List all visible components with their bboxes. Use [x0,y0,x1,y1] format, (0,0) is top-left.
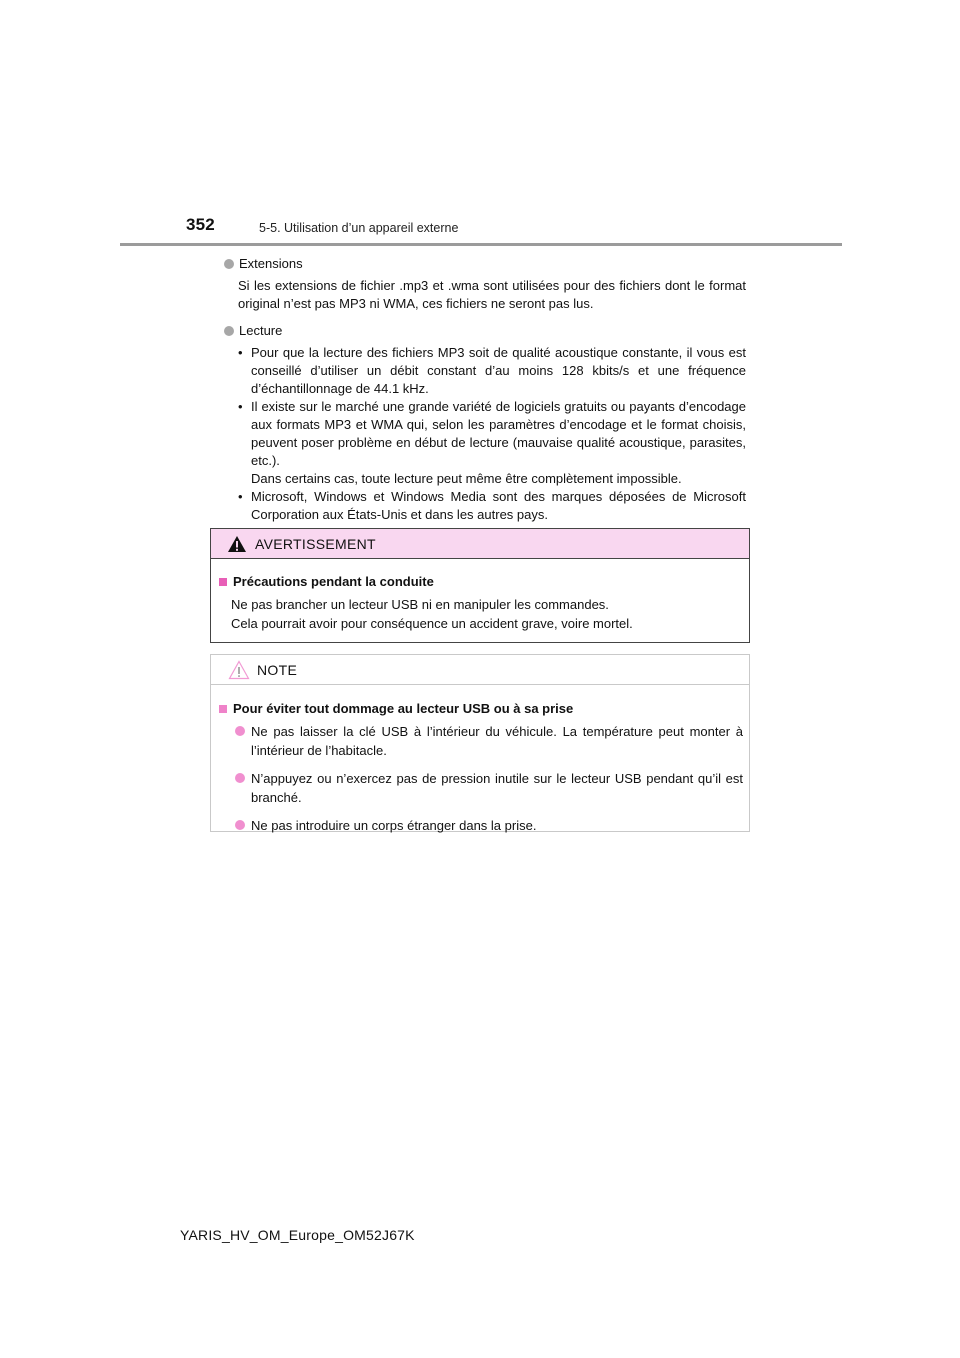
square-bullet-icon [219,705,227,713]
list-item: • Il existe sur le marché une grande variété de logiciels gratuits ou payants d’encodage aux formats MP3 et WMA qui, selon les paramètres d’encodage et le format choisis, peuvent poser problème en début de lecture (mauvaise qualité acoustique, parasites, etc.). Dans certains cas, toute lecture peut même être complètement impossible. [238,399,746,486]
note-section-title: Pour éviter tout dommage au lecteur USB ou à sa prise [219,699,743,718]
note-item: Ne pas introduire un corps étranger dans la prise. [219,816,743,835]
lecture-list [238,344,746,524]
list-item: • Microsoft, Windows et Windows Media sont des marques déposées de Microsoft Corporation aux États-Unis et dans les autres pays. [238,489,746,522]
bullet-dot-icon [224,259,234,269]
warning-box [210,528,750,643]
warning-section-title: Précautions pendant la conduite [219,572,749,591]
bullet-dot-icon [235,820,245,830]
page-number: 352 [186,215,215,234]
main-content [224,255,746,524]
bullet-dot-icon [235,773,245,783]
note-item: Ne pas laisser la clé USB à l’intérieur du véhicule. La température peut monter à l’intérieur de l’habitacle. [219,722,743,760]
header-divider [120,243,842,246]
page-header [0,0,960,250]
bullet-dot-icon [235,726,245,736]
warning-heading: AVERTISSEMENT [255,535,376,552]
list-item: • Pour que la lecture des fichiers MP3 soit de qualité acoustique constante, il vous est conseillé d’utiliser un débit constant d’au moins 128 kbits/s et une fréquence d’échantillonnage de 44.1 kHz. [238,345,746,396]
extensions-text: Si les extensions de fichier .mp3 et .wma sont utilisées pour des fichiers dont le format original n’est pas MP3 ni WMA, ces fichiers ne seront pas lus. [238,278,746,311]
lecture-heading [224,322,746,340]
extensions-heading [224,255,746,273]
warning-header [211,529,749,559]
note-box [210,654,750,832]
caution-triangle-icon [228,660,250,680]
note-heading: NOTE [257,661,298,678]
bullet-dot-icon [224,326,234,336]
section-title: 5-5. Utilisation d’un appareil externe [259,221,459,235]
note-header [211,655,749,685]
footer-doc-id: YARIS_HV_OM_Europe_OM52J67K [180,1227,415,1243]
extensions-title: Extensions [239,256,303,271]
lecture-title: Lecture [239,323,283,338]
note-item: N’appuyez ou n’exercez pas de pression inutile sur le lecteur USB pendant qu’il est branché. [219,769,743,807]
square-bullet-icon [219,578,227,586]
warning-triangle-icon [227,535,247,553]
warning-text: Ne pas brancher un lecteur USB ni en manipuler les commandes. Cela pourrait avoir pour conséquence un accident grave, voire mortel. [231,597,633,631]
